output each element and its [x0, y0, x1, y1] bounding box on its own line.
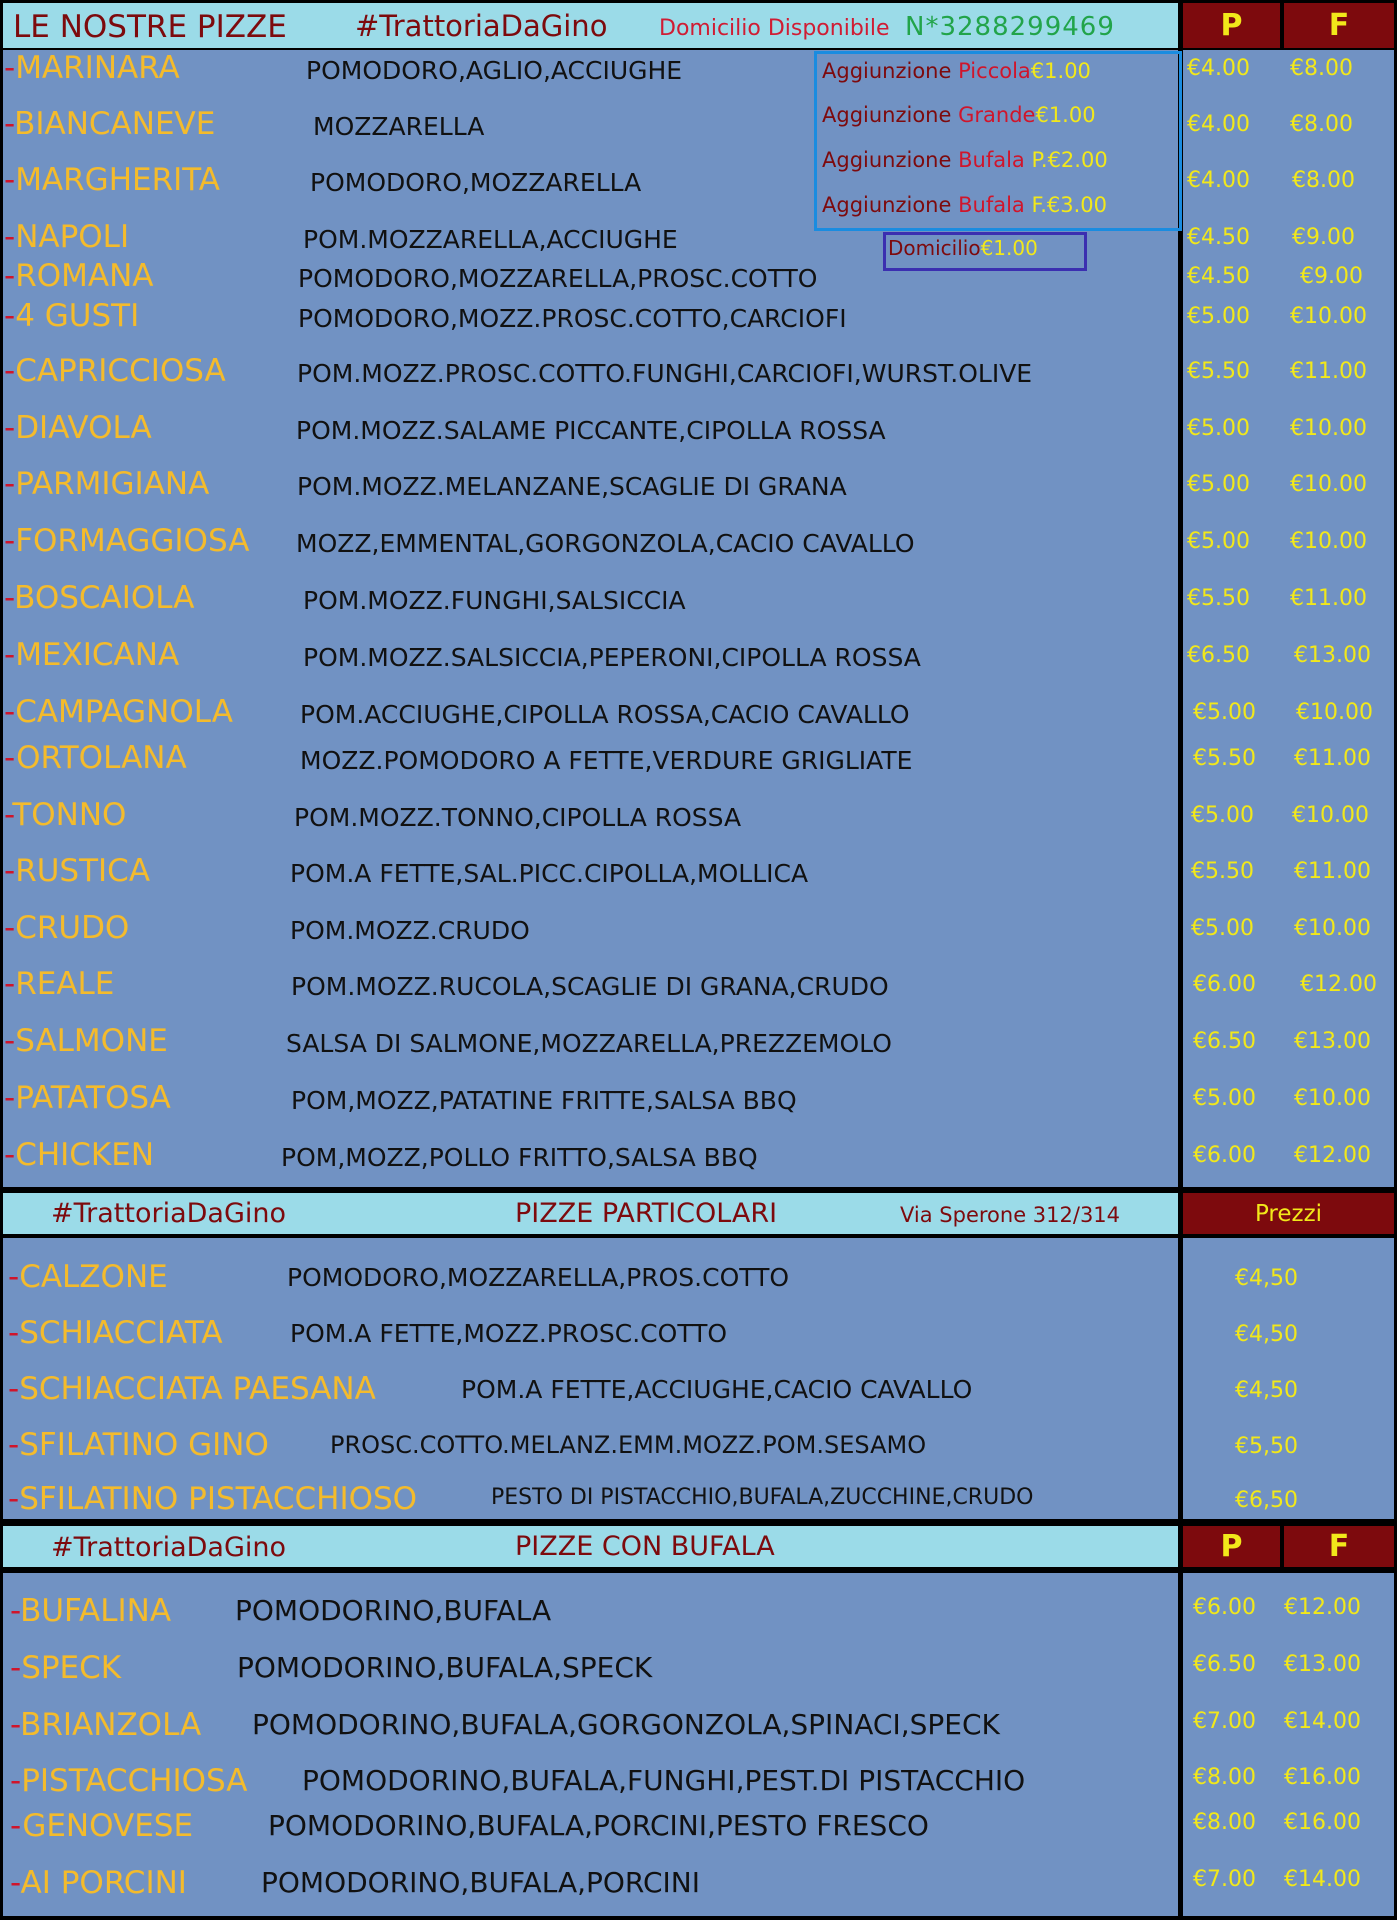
pizza-name: [4, 1023, 168, 1059]
bufala-header-bar: [3, 1526, 1178, 1567]
dash-marker: -: [10, 1650, 22, 1686]
pizza-name-text: ROMANA: [15, 258, 154, 294]
pizza-name-text: SFILATINO GINO: [19, 1427, 269, 1463]
pizza-name-text: CAPRICCIOSA: [15, 353, 226, 389]
pizza-ingredients: POMODORO,AGLIO,ACCIUGHE: [306, 56, 683, 85]
pizza-name: [8, 1427, 269, 1463]
pizza-name: [10, 1593, 172, 1629]
pizza-name: [4, 966, 115, 1002]
pizza-ingredients: POM,MOZZ,POLLO FRITTO,SALSA BBQ: [281, 1143, 758, 1172]
pizza-name: [4, 580, 195, 616]
pizza-name: [4, 853, 151, 889]
pizza-name-text: MARINARA: [15, 50, 180, 86]
dash-marker: -: [4, 106, 15, 142]
particolare-price: €4,50: [1235, 1378, 1298, 1403]
bufala-price-p: €6.00: [1193, 1595, 1256, 1620]
bufala-title: PIZZE CON BUFALA: [515, 1531, 775, 1562]
price-p: €4.00: [1187, 112, 1250, 137]
pizza-name: [4, 1080, 171, 1116]
price-p: €6.50: [1193, 1029, 1256, 1054]
dash-marker: -: [4, 797, 13, 833]
bufala-ingredients: POMODORINO,BUFALA,PORCINI,PESTO FRESCO: [268, 1809, 929, 1842]
bufala-price-f: €16.00: [1284, 1810, 1361, 1835]
pizza-name-text: PARMIGIANA: [15, 466, 210, 502]
pizza-ingredients: POM.MOZZ.FUNGHI,SALSICCIA: [303, 586, 686, 615]
dash-marker: -: [8, 1481, 20, 1517]
bufala-ingredients: POMODORINO,BUFALA: [235, 1594, 552, 1627]
particolare-ingredients: PESTO DI PISTACCHIO,BUFALA,ZUCCHINE,CRUDO: [491, 1485, 1034, 1510]
pizza-name-text: BUFALINA: [20, 1593, 172, 1629]
bufala-column-header-p: P: [1183, 1526, 1280, 1567]
price-p: €5.50: [1187, 586, 1250, 611]
bufala-price-f: €14.00: [1284, 1709, 1361, 1734]
particolare-ingredients: POM.A FETTE,ACCIUGHE,CACIO CAVALLO: [461, 1375, 973, 1404]
price-f: €10.00: [1294, 916, 1371, 941]
pizza-name: [4, 910, 130, 946]
particolare-price: €4,50: [1235, 1266, 1298, 1291]
pizza-name-text: SPECK: [21, 1650, 122, 1686]
pizza-name-text: ORTOLANA: [16, 740, 187, 776]
particolare-price: €5,50: [1235, 1434, 1298, 1459]
pizza-name: [8, 1315, 223, 1351]
price-p: €5.00: [1193, 700, 1256, 725]
pizza-name-text: SCHIACCIATA PAESANA: [19, 1371, 376, 1407]
price-p: €5.50: [1193, 746, 1256, 771]
price-p: €5.00: [1187, 304, 1250, 329]
dash-marker: -: [4, 410, 16, 446]
particolari-title: PIZZE PARTICOLARI: [515, 1198, 778, 1229]
pizza-name-text: SFILATINO PISTACCHIOSO: [19, 1481, 418, 1517]
dash-marker: -: [4, 966, 16, 1002]
extra-line: Aggiunzione Bufala P.€2.00: [822, 148, 1108, 172]
pizza-ingredients: POM.MOZZ.PROSC.COTTO.FUNGHI,CARCIOFI,WURST.OLIVE: [297, 359, 1033, 388]
bufala-price-p: €7.00: [1193, 1709, 1256, 1734]
bufala-ingredients: POMODORINO,BUFALA,SPECK: [237, 1651, 653, 1684]
price-f: €10.00: [1290, 304, 1367, 329]
pizza-name-text: PISTACCHIOSA: [21, 1763, 248, 1799]
price-f: €12.00: [1294, 1143, 1371, 1168]
dash-marker: -: [8, 1371, 20, 1407]
pizza-name-text: BOSCAIOLA: [14, 580, 195, 616]
price-f: €10.00: [1290, 416, 1367, 441]
bufala-hashtag: #TrattoriaDaGino: [51, 1532, 287, 1563]
pizza-name: [4, 637, 180, 673]
dash-marker: -: [4, 1080, 16, 1116]
pizza-ingredients: POMODORO,MOZZARELLA,PROSC.COTTO: [298, 264, 818, 293]
extra-line: Aggiunzione Bufala F.€3.00: [822, 193, 1107, 217]
particolare-ingredients: POMODORO,MOZZARELLA,PROS.COTTO: [287, 1263, 790, 1292]
price-p: €5.00: [1191, 803, 1254, 828]
pizza-name: [4, 523, 250, 559]
bufala-price-p: €8.00: [1193, 1765, 1256, 1790]
pizza-name: [10, 1865, 187, 1901]
price-f: €9.00: [1300, 264, 1363, 289]
price-p: €5.50: [1187, 359, 1250, 384]
bufala-price-panel: [1183, 1573, 1394, 1916]
dash-marker: -: [10, 1707, 21, 1743]
price-p: €5.00: [1187, 416, 1250, 441]
pizza-name-text: SCHIACCIATA: [19, 1315, 223, 1351]
pizza-name-text: TONNO: [12, 797, 127, 833]
price-p: €5.00: [1193, 1086, 1256, 1111]
price-f: €11.00: [1290, 359, 1367, 384]
pizza-name-text: CALZONE: [19, 1259, 168, 1295]
dash-marker: -: [4, 298, 16, 334]
pizza-name-text: CHICKEN: [15, 1137, 155, 1173]
pizza-ingredients: POM,MOZZ,PATATINE FRITTE,SALSA BBQ: [291, 1086, 797, 1115]
dash-marker: -: [10, 1808, 23, 1844]
extra-line: Aggiunzione Piccola€1.00: [822, 59, 1091, 83]
price-f: €10.00: [1294, 1086, 1371, 1111]
pizza-name-text: NAPOLI: [15, 219, 130, 255]
particolari-header-bar: [3, 1193, 1178, 1234]
dash-marker: -: [4, 1023, 16, 1059]
pizza-name-text: RUSTICA: [15, 853, 151, 889]
pizza-name-text: SALMONE: [15, 1023, 168, 1059]
dash-marker: -: [8, 1315, 20, 1351]
bufala-price-f: €16.00: [1284, 1765, 1361, 1790]
particolari-hashtag: #TrattoriaDaGino: [51, 1198, 287, 1229]
bufala-ingredients: POMODORINO,BUFALA,PORCINI: [261, 1866, 701, 1899]
pizza-ingredients: POM.MOZZARELLA,ACCIUGHE: [303, 225, 678, 254]
pizza-name-text: MARGHERITA: [15, 162, 221, 198]
bufala-price-p: €7.00: [1193, 1867, 1256, 1892]
column-header-p: P: [1183, 3, 1280, 48]
bufala-ingredients: POMODORINO,BUFALA,GORGONZOLA,SPINACI,SPECK: [252, 1708, 1000, 1741]
pizza-ingredients: POM.MOZZ.TONNO,CIPOLLA ROSSA: [294, 803, 742, 832]
pizza-name: [8, 1481, 418, 1517]
pizza-name: [10, 1707, 202, 1743]
dash-marker: -: [4, 637, 16, 673]
dash-marker: -: [4, 162, 16, 198]
price-f: €11.00: [1290, 586, 1367, 611]
price-p: €4.50: [1187, 225, 1250, 250]
pizza-ingredients: POM.MOZZ.CRUDO: [290, 916, 530, 945]
bufala-column-header-f: F: [1284, 1526, 1394, 1567]
particolare-ingredients: POM.A FETTE,MOZZ.PROSC.COTTO: [290, 1319, 728, 1348]
pizza-name-text: AI PORCINI: [20, 1865, 187, 1901]
dash-marker: -: [4, 466, 16, 502]
price-f: €11.00: [1294, 746, 1371, 771]
pizza-name: [10, 1763, 248, 1799]
pizza-ingredients: MOZZ.POMODORO A FETTE,VERDURE GRIGLIATE: [300, 746, 913, 775]
pizza-ingredients: POM.ACCIUGHE,CIPOLLA ROSSA,CACIO CAVALLO: [300, 700, 910, 729]
pizza-name: [4, 162, 221, 198]
pizza-ingredients: SALSA DI SALMONE,MOZZARELLA,PREZZEMOLO: [286, 1029, 892, 1058]
bufala-price-p: €8.00: [1193, 1810, 1256, 1835]
dash-marker: -: [4, 258, 16, 294]
menu-title: LE NOSTRE PIZZE: [13, 9, 287, 45]
pizza-ingredients: MOZZARELLA: [313, 112, 485, 141]
pizza-name: [4, 410, 152, 446]
price-p: €5.00: [1187, 472, 1250, 497]
pizza-ingredients: POM.MOZZ.SALSICCIA,PEPERONI,CIPOLLA ROSSA: [303, 643, 921, 672]
dash-marker: -: [4, 1137, 16, 1173]
pizza-name-text: GENOVESE: [22, 1808, 194, 1844]
pizza-name-text: MEXICANA: [15, 637, 180, 673]
pizza-name-text: FORMAGGIOSA: [15, 523, 250, 559]
pizza-name-text: BRIANZOLA: [20, 1707, 202, 1743]
extras-box: [814, 51, 1182, 231]
menu-header-bar: [3, 3, 1178, 48]
pizze-price-panel: [1183, 50, 1394, 1187]
pizza-name: [4, 740, 187, 776]
dash-marker: -: [8, 1259, 20, 1295]
dash-marker: -: [4, 580, 15, 616]
price-f: €10.00: [1296, 700, 1373, 725]
price-p: €4.00: [1187, 168, 1250, 193]
phone-number: N*3288299469: [905, 12, 1115, 42]
price-f: €13.00: [1294, 1029, 1371, 1054]
pizza-name: [8, 1259, 168, 1295]
dash-marker: -: [4, 219, 16, 255]
pizza-name: [10, 1808, 194, 1844]
price-f: €12.00: [1300, 972, 1377, 997]
dash-marker: -: [4, 694, 16, 730]
dash-marker: -: [4, 50, 16, 86]
price-p: €4.00: [1187, 56, 1250, 81]
pizza-ingredients: POM.A FETTE,SAL.PICC.CIPOLLA,MOLLICA: [290, 859, 809, 888]
pizza-name: [10, 1650, 122, 1686]
column-header-f: F: [1284, 3, 1394, 48]
dash-marker: -: [10, 1593, 21, 1629]
pizza-name-text: DIAVOLA: [15, 410, 152, 446]
bufala-price-f: €12.00: [1284, 1595, 1361, 1620]
price-f: €9.00: [1292, 225, 1355, 250]
particolare-ingredients: PROSC.COTTO.MELANZ.EMM.MOZZ.POM.SESAMO: [330, 1431, 927, 1459]
extra-line: Aggiunzione Grande€1.00: [822, 103, 1096, 127]
pizza-name: [8, 1371, 376, 1407]
pizza-name: [4, 258, 154, 294]
pizza-name: [4, 353, 226, 389]
pizza-name: [4, 219, 130, 255]
price-f: €10.00: [1290, 529, 1367, 554]
pizza-ingredients: POM.MOZZ.SALAME PICCANTE,CIPOLLA ROSSA: [296, 416, 886, 445]
price-f: €8.00: [1290, 56, 1353, 81]
bufala-price-p: €6.50: [1193, 1652, 1256, 1677]
price-f: €10.00: [1292, 803, 1369, 828]
pizza-name-text: PATATOSA: [15, 1080, 171, 1116]
dash-marker: -: [4, 353, 16, 389]
price-p: €5.00: [1187, 529, 1250, 554]
pizza-name-text: CRUDO: [15, 910, 130, 946]
bufala-ingredients: POMODORINO,BUFALA,FUNGHI,PEST.DI PISTACCHIO: [302, 1764, 1026, 1797]
particolari-price-header: Prezzi: [1183, 1193, 1394, 1234]
pizza-name: [4, 466, 210, 502]
pizza-name: [4, 50, 180, 86]
price-f: €13.00: [1294, 643, 1371, 668]
pizza-name: [4, 797, 127, 833]
bufala-price-f: €13.00: [1284, 1652, 1361, 1677]
price-f: €8.00: [1292, 168, 1355, 193]
dash-marker: -: [4, 523, 16, 559]
price-p: €6.50: [1187, 643, 1250, 668]
restaurant-address: Via Sperone 312/314: [900, 1203, 1121, 1227]
price-p: €6.00: [1193, 972, 1256, 997]
pizza-name: [4, 694, 233, 730]
pizza-ingredients: MOZZ,EMMENTAL,GORGONZOLA,CACIO CAVALLO: [296, 529, 915, 558]
particolare-price: €6,50: [1235, 1488, 1298, 1513]
dash-marker: -: [4, 910, 16, 946]
dash-marker: -: [8, 1427, 20, 1463]
particolare-price: €4,50: [1235, 1322, 1298, 1347]
restaurant-hashtag: #TrattoriaDaGino: [355, 9, 608, 43]
dash-marker: -: [4, 740, 17, 776]
pizza-ingredients: POMODORO,MOZZ.PROSC.COTTO,CARCIOFI: [298, 304, 847, 333]
dash-marker: -: [10, 1865, 21, 1901]
price-p: €6.00: [1193, 1143, 1256, 1168]
price-p: €4.50: [1187, 264, 1250, 289]
pizza-name-text: BIANCANEVE: [14, 106, 216, 142]
price-p: €5.00: [1191, 916, 1254, 941]
dash-marker: -: [4, 853, 16, 889]
pizza-ingredients: POMODORO,MOZZARELLA: [310, 168, 642, 197]
pizza-name: [4, 1137, 155, 1173]
pizza-name-text: REALE: [15, 966, 115, 1002]
bufala-price-f: €14.00: [1284, 1867, 1361, 1892]
price-f: €8.00: [1290, 112, 1353, 137]
pizza-name-text: 4 GUSTI: [15, 298, 140, 334]
pizza-ingredients: POM.MOZZ.RUCOLA,SCAGLIE DI GRANA,CRUDO: [291, 972, 889, 1001]
price-f: €10.00: [1290, 472, 1367, 497]
delivery-fee-box: Domicilio€1.00: [883, 232, 1087, 271]
pizza-name-text: CAMPAGNOLA: [15, 694, 233, 730]
delivery-available-label: Domicilio Disponibile: [659, 16, 890, 41]
pizza-name: [4, 298, 140, 334]
pizza-ingredients: POM.MOZZ.MELANZANE,SCAGLIE DI GRANA: [297, 472, 847, 501]
pizza-name: [4, 106, 216, 142]
dash-marker: -: [10, 1763, 22, 1799]
price-p: €5.50: [1191, 859, 1254, 884]
price-f: €11.00: [1294, 859, 1371, 884]
